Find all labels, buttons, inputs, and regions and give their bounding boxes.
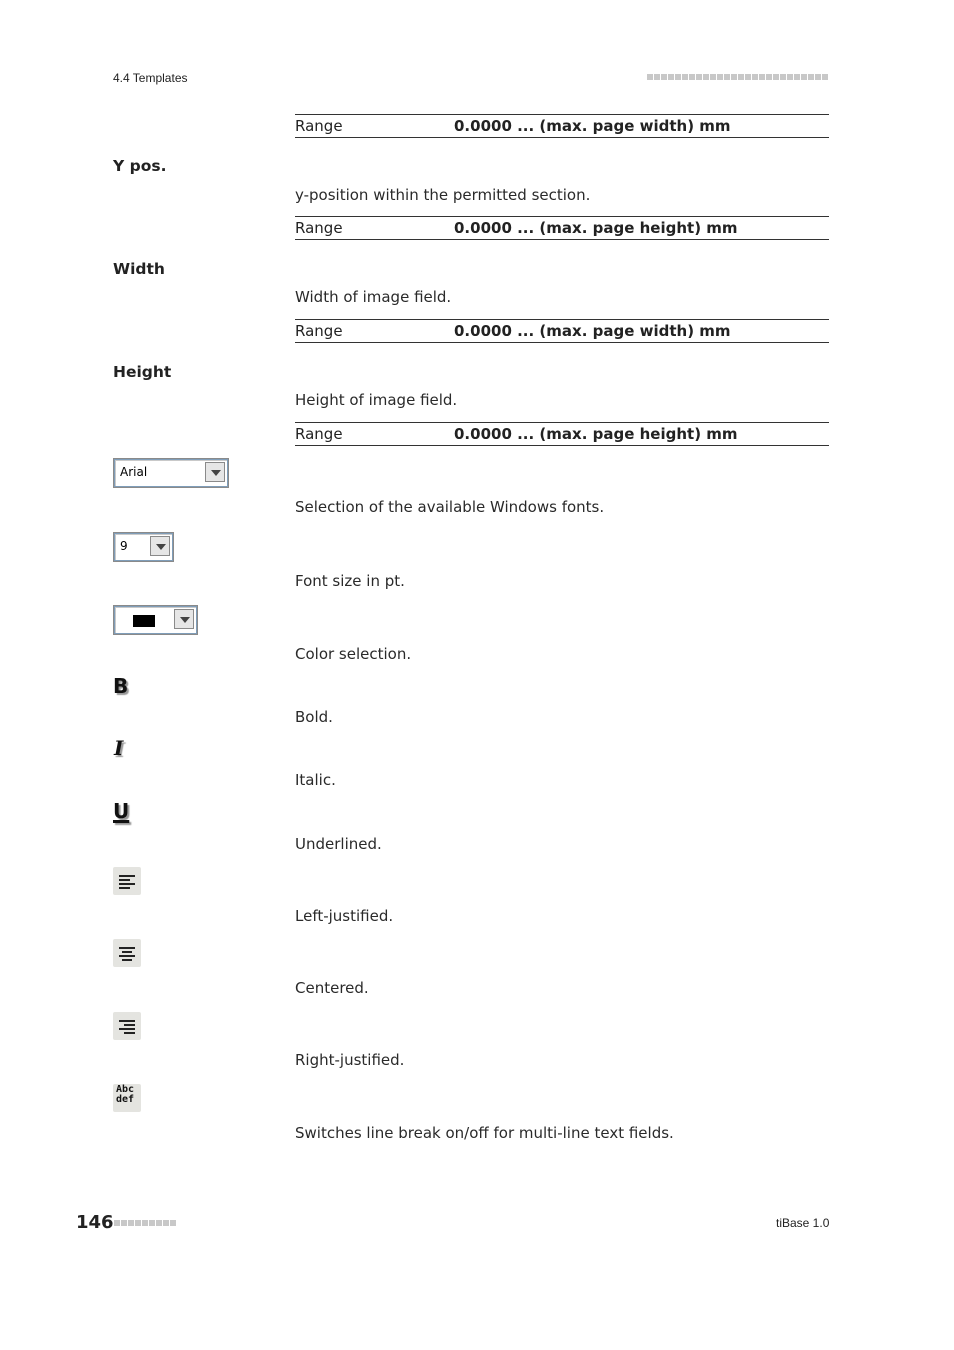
chevron-down-icon[interactable]: [205, 462, 225, 482]
range-label: Range: [295, 219, 343, 237]
align-center-icon[interactable]: [113, 939, 141, 967]
word-wrap-glyph-line1: Abc: [116, 1084, 135, 1095]
range-table-height: [295, 422, 829, 446]
footer-decoration: [114, 1220, 176, 1226]
desc-width: Width of image field.: [295, 288, 452, 306]
range-label: Range: [295, 322, 343, 340]
desc-size: Font size in pt.: [295, 572, 405, 590]
word-wrap-icon[interactable]: [113, 1084, 141, 1112]
font-size-select[interactable]: [114, 533, 173, 561]
font-size-value: 9: [120, 539, 128, 553]
desc-align-right: Right-justified.: [295, 1051, 405, 1069]
range-table-width: [295, 319, 829, 343]
range-table-ypos: [295, 216, 829, 240]
desc-italic: Italic.: [295, 771, 336, 789]
underline-icon[interactable]: U: [113, 799, 130, 823]
chevron-down-icon[interactable]: [150, 536, 170, 556]
font-select-value: Arial: [120, 465, 148, 479]
desc-align-left: Left-justified.: [295, 907, 394, 925]
desc-font: Selection of the available Windows fonts.: [295, 498, 605, 516]
term-height: Height: [113, 363, 172, 381]
italic-icon[interactable]: I: [114, 736, 124, 760]
desc-align-center: Centered.: [295, 979, 369, 997]
color-swatch: [133, 615, 155, 627]
range-label: Range: [295, 425, 343, 443]
header-section-title: 4.4 Templates: [113, 71, 188, 85]
desc-height: Height of image field.: [295, 391, 458, 409]
font-select[interactable]: [114, 459, 228, 487]
range-table-xpos: [295, 114, 829, 138]
desc-color: Color selection.: [295, 645, 412, 663]
desc-bold: Bold.: [295, 708, 333, 726]
desc-underline: Underlined.: [295, 835, 382, 853]
align-right-icon[interactable]: [113, 1012, 141, 1040]
chevron-down-icon[interactable]: [174, 609, 194, 629]
range-value: 0.0000 ... (max. page height) mm: [454, 425, 738, 443]
page-number: 146: [76, 1212, 114, 1233]
bold-icon[interactable]: B: [113, 674, 129, 698]
desc-word-wrap: Switches line break on/off for multi-line text fields.: [295, 1124, 674, 1142]
desc-ypos: y-position within the permitted section.: [295, 186, 591, 204]
term-width: Width: [113, 260, 165, 278]
range-value: 0.0000 ... (max. page width) mm: [454, 117, 731, 135]
header-decoration: [647, 74, 828, 80]
range-value: 0.0000 ... (max. page height) mm: [454, 219, 738, 237]
range-value: 0.0000 ... (max. page width) mm: [454, 322, 731, 340]
footer-product: tiBase 1.0: [776, 1216, 830, 1230]
color-select[interactable]: [114, 606, 197, 634]
term-ypos: Y pos.: [113, 157, 167, 175]
align-left-icon[interactable]: [113, 867, 141, 895]
word-wrap-glyph-line2: def: [116, 1094, 135, 1105]
range-label: Range: [295, 117, 343, 135]
